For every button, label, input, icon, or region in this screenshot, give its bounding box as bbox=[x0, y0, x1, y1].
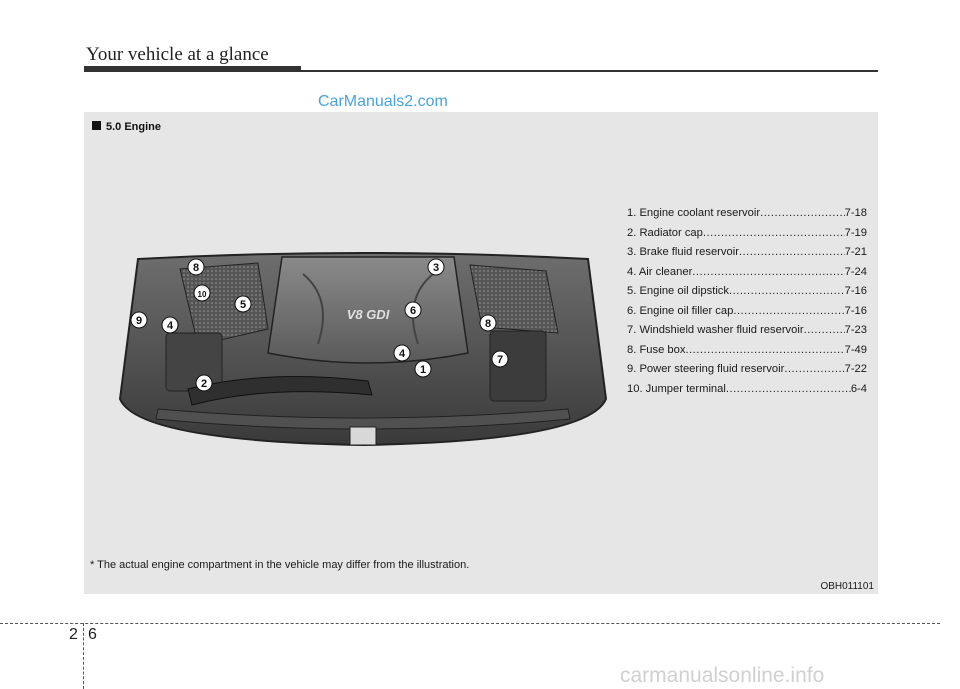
callout-label: 9 bbox=[135, 315, 143, 327]
legend-item: 3. Brake fluid reservoir ..... 7-21 bbox=[627, 243, 867, 263]
figure-code: OBH011101 bbox=[820, 581, 874, 592]
legend-item: 5. Engine oil dipstick ..... 7-16 bbox=[627, 282, 867, 302]
callout-marker-1 bbox=[415, 361, 431, 377]
footer-rule bbox=[0, 623, 940, 624]
callout-marker-7 bbox=[492, 351, 508, 367]
figure-panel bbox=[84, 112, 878, 594]
callout-marker-4 bbox=[394, 345, 410, 361]
square-bullet-icon bbox=[92, 121, 101, 130]
callout-label: 4 bbox=[166, 320, 174, 332]
legend-item: 4. Air cleaner ..... 7-24 bbox=[627, 263, 867, 283]
legend-item: 1. Engine coolant reservoir ..... 7-18 bbox=[627, 204, 867, 224]
engine-compartment-illustration bbox=[118, 249, 608, 449]
callout-label: 3 bbox=[432, 262, 440, 274]
callout-marker-2 bbox=[196, 375, 212, 391]
callout-marker-9 bbox=[131, 312, 147, 328]
watermark-bottom: carmanualsonline.info bbox=[620, 664, 825, 687]
callout-marker-5 bbox=[235, 296, 251, 312]
callout-marker-8 bbox=[480, 315, 496, 331]
footnote: * The actual engine compartment in the vehicle may differ from the illustration. bbox=[90, 559, 470, 571]
legend-item: 9. Power steering fluid reservoir ..... 7-22 bbox=[627, 360, 867, 380]
watermark-top: CarManuals2.com bbox=[318, 93, 448, 110]
legend-item: 10. Jumper terminal ..... 6-4 bbox=[627, 380, 867, 400]
legend-item: 8. Fuse box ..... 7-49 bbox=[627, 341, 867, 361]
callout-label: 8 bbox=[484, 318, 492, 330]
footer-divider bbox=[83, 623, 84, 689]
callout-label: 6 bbox=[409, 305, 417, 317]
engine-badge-text: V8 GDI bbox=[346, 307, 390, 322]
section-title bbox=[92, 121, 161, 133]
chapter-number: 2 bbox=[69, 626, 78, 643]
legend-item: 6. Engine oil filler cap ..... 7-16 bbox=[627, 302, 867, 322]
callout-marker-3 bbox=[428, 259, 444, 275]
callout-label: 7 bbox=[496, 354, 504, 366]
legend-item: 7. Windshield washer fluid reservoir ..... 7-23 bbox=[627, 321, 867, 341]
callout-marker-8 bbox=[188, 259, 204, 275]
component-legend bbox=[627, 204, 867, 399]
header-bar bbox=[84, 66, 301, 72]
callout-label: 5 bbox=[239, 299, 247, 311]
callout-marker-6 bbox=[405, 302, 421, 318]
left-box-shape bbox=[166, 333, 222, 391]
page-number: 6 bbox=[88, 626, 97, 643]
callout-label: 10 bbox=[197, 290, 207, 299]
section-title-text: 5.0 Engine bbox=[106, 121, 162, 133]
header-rule bbox=[301, 70, 878, 72]
callout-marker-4 bbox=[162, 317, 178, 333]
callout-label: 2 bbox=[200, 378, 208, 390]
callout-label: 1 bbox=[419, 364, 427, 376]
callout-label: 4 bbox=[398, 348, 406, 360]
callout-marker-10 bbox=[194, 285, 210, 301]
callout-label: 8 bbox=[192, 262, 200, 274]
page-header-title: Your vehicle at a glance bbox=[86, 44, 269, 65]
legend-item: 2. Radiator cap ..... 7-19 bbox=[627, 224, 867, 244]
